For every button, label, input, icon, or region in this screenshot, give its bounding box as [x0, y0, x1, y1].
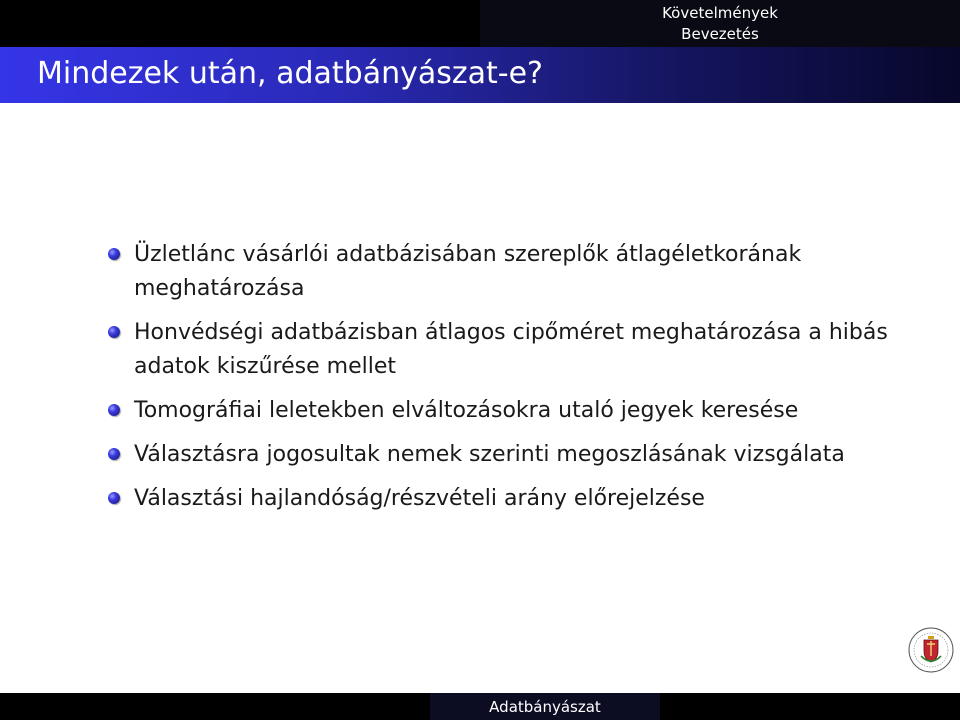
university-seal-icon: [907, 626, 955, 674]
ball-bullet-icon: [108, 448, 120, 460]
list-item: [106, 394, 906, 428]
footer-left-panel: [0, 693, 430, 720]
ball-bullet-icon: [108, 326, 120, 338]
list-item-text: Választási hajlandóság/részvételi arány előrejelzése: [134, 486, 705, 511]
list-item-text: Tomográfiai leletekben elváltozásokra utaló jegyek keresése: [134, 398, 799, 423]
list-item-text: Választásra jogosultak nemek szerinti megoszlásának vizsgálata: [134, 442, 845, 467]
list-item-text: Honvédségi adatbázisban átlagos cipőméret meghatározása a hibás adatok kiszűrése mellet: [134, 320, 888, 379]
ball-bullet-icon: [108, 248, 120, 260]
header-section[interactable]: Követelmények: [662, 3, 778, 22]
list-item-text: Üzletlánc vásárlói adatbázisában szereplők átlagéletkorának meghatározása: [134, 242, 802, 301]
header-left-panel: [0, 0, 480, 47]
footer-bar: [0, 693, 960, 720]
list-item: [106, 438, 906, 472]
frame-title-bar: [0, 47, 960, 103]
header-subsection[interactable]: Bevezetés: [681, 24, 759, 43]
ball-bullet-icon: [108, 492, 120, 504]
header-bar: [0, 0, 960, 47]
bullet-list: [106, 238, 906, 526]
ball-bullet-icon: [108, 404, 120, 416]
footer-title: Adatbányászat: [430, 693, 660, 720]
list-item: [106, 482, 906, 516]
header-right-panel: [480, 0, 960, 47]
list-item: [106, 238, 906, 306]
footer-right-panel: [660, 693, 960, 720]
list-item: [106, 316, 906, 384]
slide-title: Mindezek után, adatbányászat-e?: [37, 56, 543, 91]
